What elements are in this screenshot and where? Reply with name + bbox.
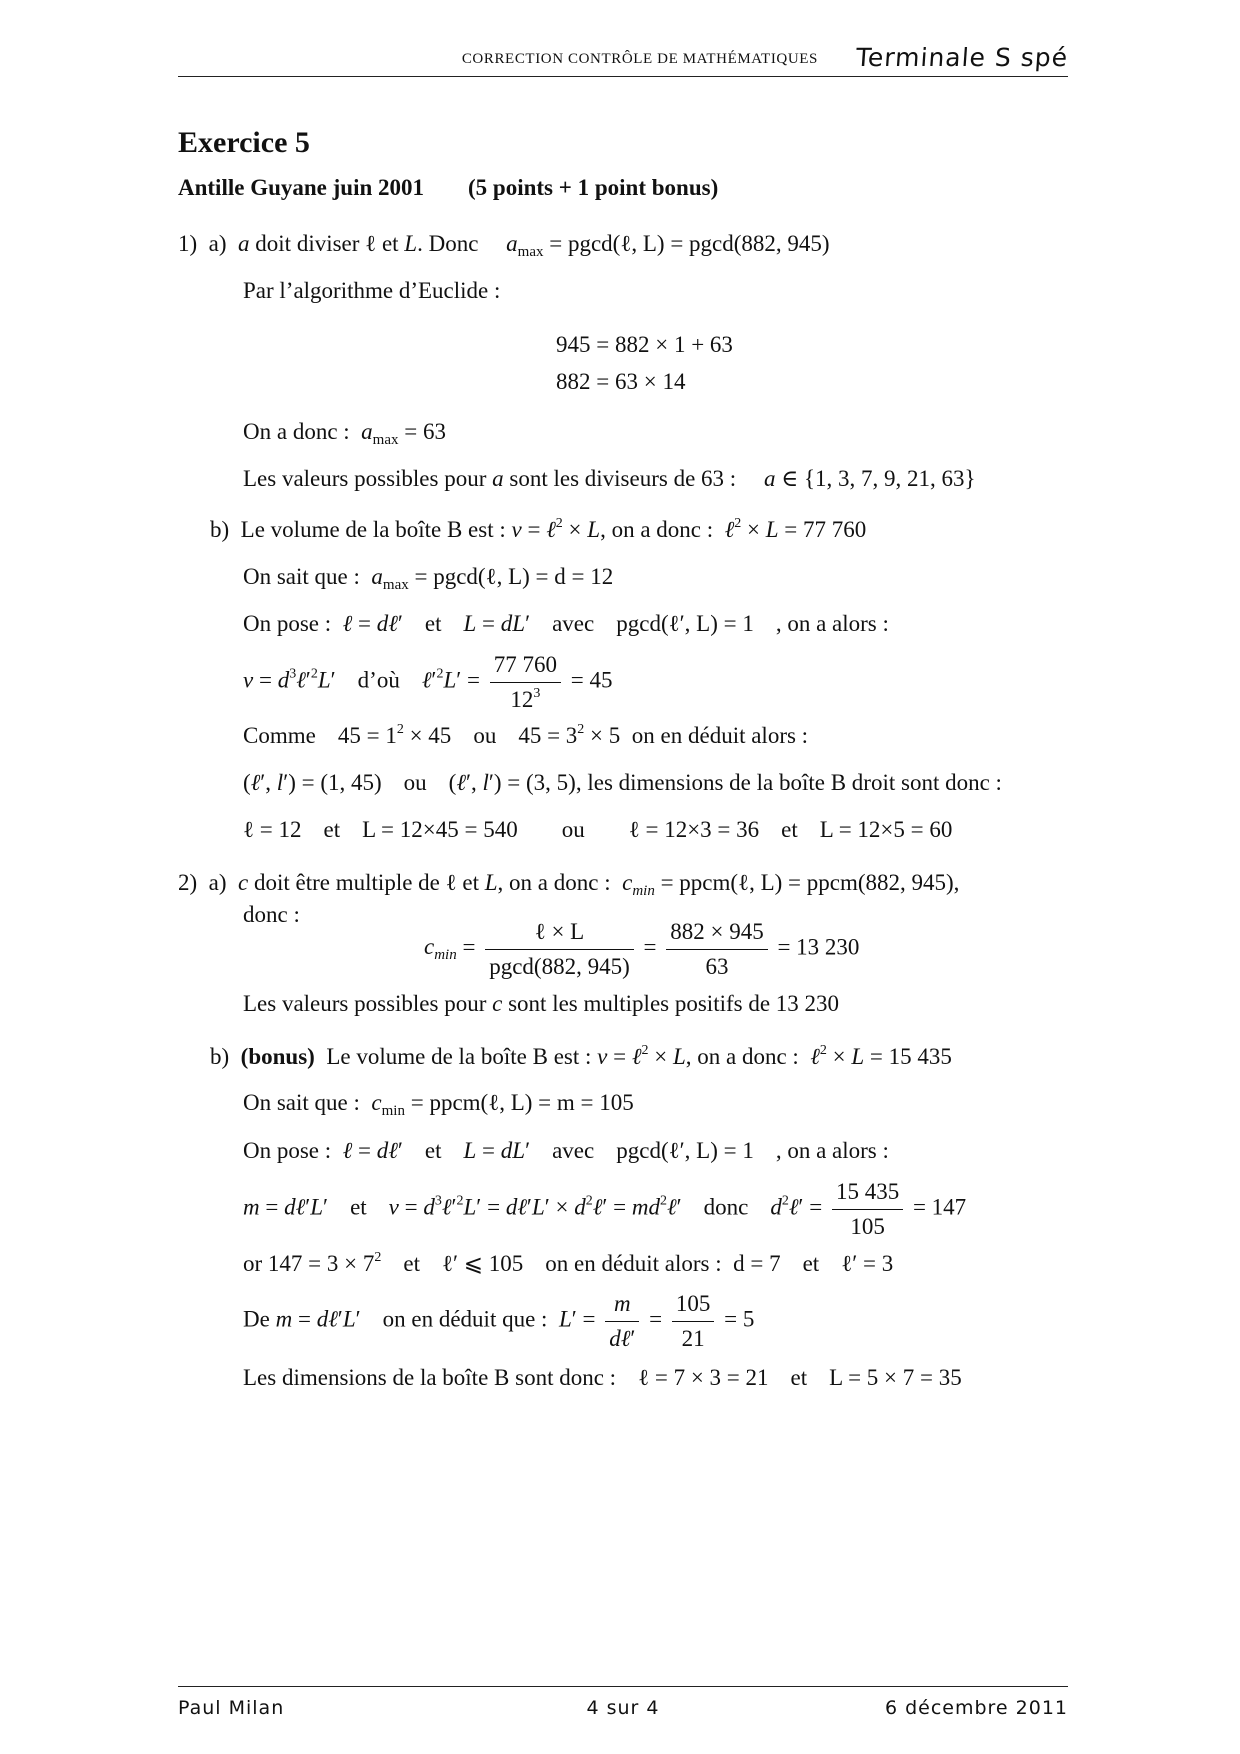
q1b-frac-num: 77 760 <box>490 651 561 683</box>
part-letter: b) <box>210 517 230 542</box>
page-footer <box>178 1686 1068 1727</box>
q2a-lcm-eq: = ppcm(ℓ, L) = ppcm(882, 945), <box>660 870 960 895</box>
q2b-f2-den: 21 <box>681 1325 705 1351</box>
part-letter: a) <box>208 231 227 256</box>
q1a-possible: Les valeurs possibles pour a sont les diviseurs de 63 : a ∈ {1, 3, 7, 9, 21, 63} <box>243 466 976 491</box>
q2b-dim-l: ℓ = 7 × 3 = 21 <box>638 1365 769 1390</box>
q2b-onpose: On pose : ℓ = dℓ′ et L = dL′ avec pgcd(ℓ′, L) = 1 , on a alors : <box>243 1138 889 1163</box>
q1a-possible-text: Les valeurs possibles pour <box>243 466 487 491</box>
footer-page-number: 4 sur 4 <box>586 1697 660 1719</box>
q2b-fraction-2: $\frac{m}{\text{dℓ′}}$ <box>605 1290 639 1352</box>
q1b-fraction: $\frac{77 760}{12^3}$ <box>490 651 561 713</box>
q1b-frac-result: = 45 <box>570 667 613 693</box>
q1b-coprime: pgcd(ℓ′, L) = 1 <box>616 611 754 636</box>
q1b-onsait: On sait que : $a_{max}$ = pgcd(ℓ, L) = d = 12 <box>243 564 614 593</box>
q2a-f2-den: 63 <box>705 953 729 979</box>
q2a-f2-num: 882 × 945 <box>666 918 767 950</box>
q1b-volume-eq: $v = d^3\ell'^2L'$ d’où $\ell'^2L'$ = $\frac{77 760}{12^3}$ = 45 <box>243 652 613 712</box>
q1b-ou-3: ou <box>561 817 585 842</box>
dim-l-2: ℓ = 12×3 = 36 <box>628 817 760 842</box>
q2b-or: or $147 = 3 \times 7^2$ et ℓ′ ⩽ 105 on en déduit alors : d = 7 et ℓ′ = 3 <box>243 1250 894 1276</box>
q2b-coprime: pgcd(ℓ′, L) = 1 <box>616 1138 754 1163</box>
q2b-dims-text: Les dimensions de la boîte B sont donc : <box>243 1365 617 1390</box>
q1b-line1: b) Le volume de la boîte B est : v = ℓ$^2$ × L, on a donc : ℓ$^2$ × L = 77 760 <box>210 516 867 542</box>
q2a-result: = 13 230 <box>777 934 860 960</box>
q1b-onpose-text: On pose : <box>243 611 332 636</box>
q2a-text: doit être multiple de ℓ et <box>254 870 479 895</box>
q2b-avec: avec <box>552 1138 595 1163</box>
bonus-label: (bonus) <box>240 1044 315 1069</box>
q2b-frac-result: = 147 <box>912 1194 967 1220</box>
q1b-alors: , on a alors : <box>775 611 889 636</box>
q2a-possible: Les valeurs possibles pour c sont les multiples positifs de 13 230 <box>243 991 840 1016</box>
q1b-volume-value: = 77 760 <box>784 517 867 542</box>
q1b-volume-text: Le volume de la boîte B est : <box>240 517 506 542</box>
q1b-gcd-eq: = pgcd(ℓ, L) = d = 12 <box>414 564 614 589</box>
q2b-dimensions <box>243 1366 962 1389</box>
q2b-et-5: et <box>790 1365 808 1390</box>
q2b-fraction-3 <box>672 1290 715 1352</box>
q1b-et-3: et <box>781 817 798 842</box>
q2b-dim-L: L = 5 × 7 = 35 <box>829 1365 962 1390</box>
q2b-deduit: on en déduit alors : <box>545 1251 722 1276</box>
q1a-possible-end: sont les diviseurs de 63 : <box>509 466 737 491</box>
q2a-f1-den: pgcd(882, 945) <box>489 953 630 979</box>
q2b-or-text: or 147 = 3 × 7 <box>243 1251 375 1276</box>
q1b-frac-den: 12 <box>510 686 534 712</box>
q1b-comme: Comme $45 = 1^2 \times 45$ ou $45 = 3^2 \times 5$ on en déduit alors : <box>243 722 809 748</box>
q2b-et-4: et <box>802 1251 820 1276</box>
q2b-et: et <box>424 1138 442 1163</box>
q2b-et-2: et <box>350 1194 367 1220</box>
header-title: CORRECTION CONTRÔLE DE MATHÉMATIQUES <box>461 51 818 67</box>
euclide-step-1: 945 = 882 × 1 + 63 <box>556 332 733 357</box>
q2a-cmin-eq: $c_{min}$ = $\frac{\text{ℓ × L}}{pgcd(882, 945)}$ = $\frac{882 \times 945}{63}$ = 13 230 <box>424 919 860 979</box>
q2b-f2-num: 105 <box>672 1290 715 1322</box>
q2b-de-text: De <box>243 1306 270 1332</box>
q2b-inequality: ℓ′ ⩽ 105 <box>441 1251 524 1276</box>
q2b-de: De m = dℓ′L′ on en déduit que : L′ = $\frac{m}{\text{dℓ′}}$ = $\frac{105}{21}$ = 5 <box>243 1291 755 1351</box>
q1a-text: doit diviser ℓ et <box>255 231 399 256</box>
q2b-et-3: et <box>403 1251 420 1276</box>
q1b-volume-end: , on a donc : <box>600 517 714 542</box>
exercise-title: Exercice 5 <box>178 126 310 159</box>
q2b-volume-eq: m = dℓ′L′ et $v = d^3\ell'^2L'$ = dℓ′L′ × $d^2\ell'$ = $md^2\ell'$ donc $d^2\ell'$ = $\frac{15 435}{105}$ = 147 <box>243 1179 967 1239</box>
part-letter: a) <box>208 870 227 895</box>
q2b-frac-den: 105 <box>850 1213 885 1239</box>
q1b-dimensions <box>243 818 952 841</box>
q1b-dou: d’où <box>357 667 400 693</box>
dim-L-1: L = 12×45 = 540 <box>362 817 518 842</box>
question-number: 1) <box>178 231 198 256</box>
q2a-possible-text: Les valeurs possibles pour <box>243 991 487 1016</box>
dim-L-2: L = 12×5 = 60 <box>819 817 953 842</box>
q2a-fraction-2 <box>666 918 767 980</box>
part-letter: b) <box>210 1044 230 1069</box>
q2b-volume-text: Le volume de la boîte B est : <box>326 1044 592 1069</box>
q1a-euclide: Par l’algorithme d’Euclide : <box>243 278 501 303</box>
q2a-possible-end: sont les multiples positifs de 13 230 <box>508 991 840 1016</box>
q2b-alors: , on a alors : <box>775 1138 889 1163</box>
exercise-points: (5 points + 1 point bonus) <box>468 175 719 200</box>
q2a-text-end: , on a donc : <box>497 870 611 895</box>
q2b-volume-end: , on a donc : <box>685 1044 799 1069</box>
question-number-2: 2) <box>178 870 198 895</box>
q1a-line1: 1) a) a doit diviser ℓ et L. Donc $a_{max}$ = pgcd(ℓ, L) = pgcd(882, 945) <box>178 231 830 260</box>
q2b-result: = 5 <box>724 1306 755 1332</box>
amax-value: = 63 <box>404 419 446 444</box>
q1b-pairs-text: , les dimensions de la boîte B droit sont donc : <box>575 770 1002 795</box>
q1b-et: et <box>424 611 442 636</box>
q1b-avec: avec <box>552 611 595 636</box>
q2b-onsait-text: On sait que : <box>243 1090 360 1115</box>
q2b-fraction <box>832 1178 903 1240</box>
divisor-set: ∈ {1, 3, 7, 9, 21, 63} <box>781 466 976 491</box>
footer-date: 6 décembre 2011 <box>884 1697 1068 1719</box>
page-header <box>178 42 1068 77</box>
q1b-deduit: on en déduit alors : <box>631 723 809 748</box>
q2b-d-value: d = 7 <box>733 1251 781 1276</box>
footer-author: Paul Milan <box>178 1697 285 1719</box>
q1b-et-2: et <box>323 817 341 842</box>
header-class: Terminale S spé <box>854 43 1070 72</box>
q2b-donc: donc <box>703 1194 749 1220</box>
q1b-onpose: On pose : ℓ = dℓ′ et L = dL′ avec pgcd(ℓ′, L) = 1 , on a alors : <box>243 611 889 636</box>
q1b-ou: ou <box>473 723 497 748</box>
q1b-comme-text: Comme <box>243 723 316 748</box>
q2b-lcm-eq: = ppcm(ℓ, L) = m = 105 <box>410 1090 634 1115</box>
q2b-volume-value: = 15 435 <box>869 1044 952 1069</box>
q1a-equation: = pgcd(ℓ, L) = pgcd(882, 945) <box>549 231 830 256</box>
exercise-source: Antille Guyane juin 2001 <box>178 175 425 200</box>
q2a-fraction-1 <box>485 918 634 980</box>
dim-l-1: ℓ = 12 <box>243 817 302 842</box>
q2b-l-value: ℓ′ = 3 <box>841 1251 894 1276</box>
q1a-conclusion-text: On a donc : <box>243 419 350 444</box>
q2b-frac-num: 15 435 <box>832 1178 903 1210</box>
euclide-step-2: 882 = 63 × 14 <box>556 369 686 394</box>
q2b-f-num: m <box>614 1291 631 1316</box>
q1a-conclusion: On a donc : $a_{max} = 63$ <box>243 419 446 448</box>
q1b-ou-2: ou <box>403 770 427 795</box>
q2a-donc: donc : <box>243 902 300 927</box>
q2a-line1: 2) a) c doit être multiple de ℓ et L, on a donc : $c_{min}$ = ppcm(ℓ, L) = ppcm(882, 945), <box>178 870 960 899</box>
q2a-f1-num: ℓ × L <box>485 918 634 950</box>
q1b-pairs: (ℓ′, l′) = (1, 45) ou (ℓ′, l′) = (3, 5), les dimensions de la boîte B droit sont donc : <box>243 770 1002 795</box>
q1a-donc: . Donc <box>417 231 479 256</box>
exercise-subtitle <box>178 175 718 201</box>
q2b-deduit-que: on en déduit que : <box>382 1306 548 1332</box>
q2b-line1: b) (bonus) Le volume de la boîte B est : v = ℓ$^2$ × L, on a donc : ℓ$^2$ × L = 15 435 <box>210 1043 952 1069</box>
q1b-onsait-text: On sait que : <box>243 564 360 589</box>
q2b-onpose-text: On pose : <box>243 1138 332 1163</box>
q2b-onsait: On sait que : $c_{min}$ = ppcm(ℓ, L) = m = 105 <box>243 1090 634 1119</box>
